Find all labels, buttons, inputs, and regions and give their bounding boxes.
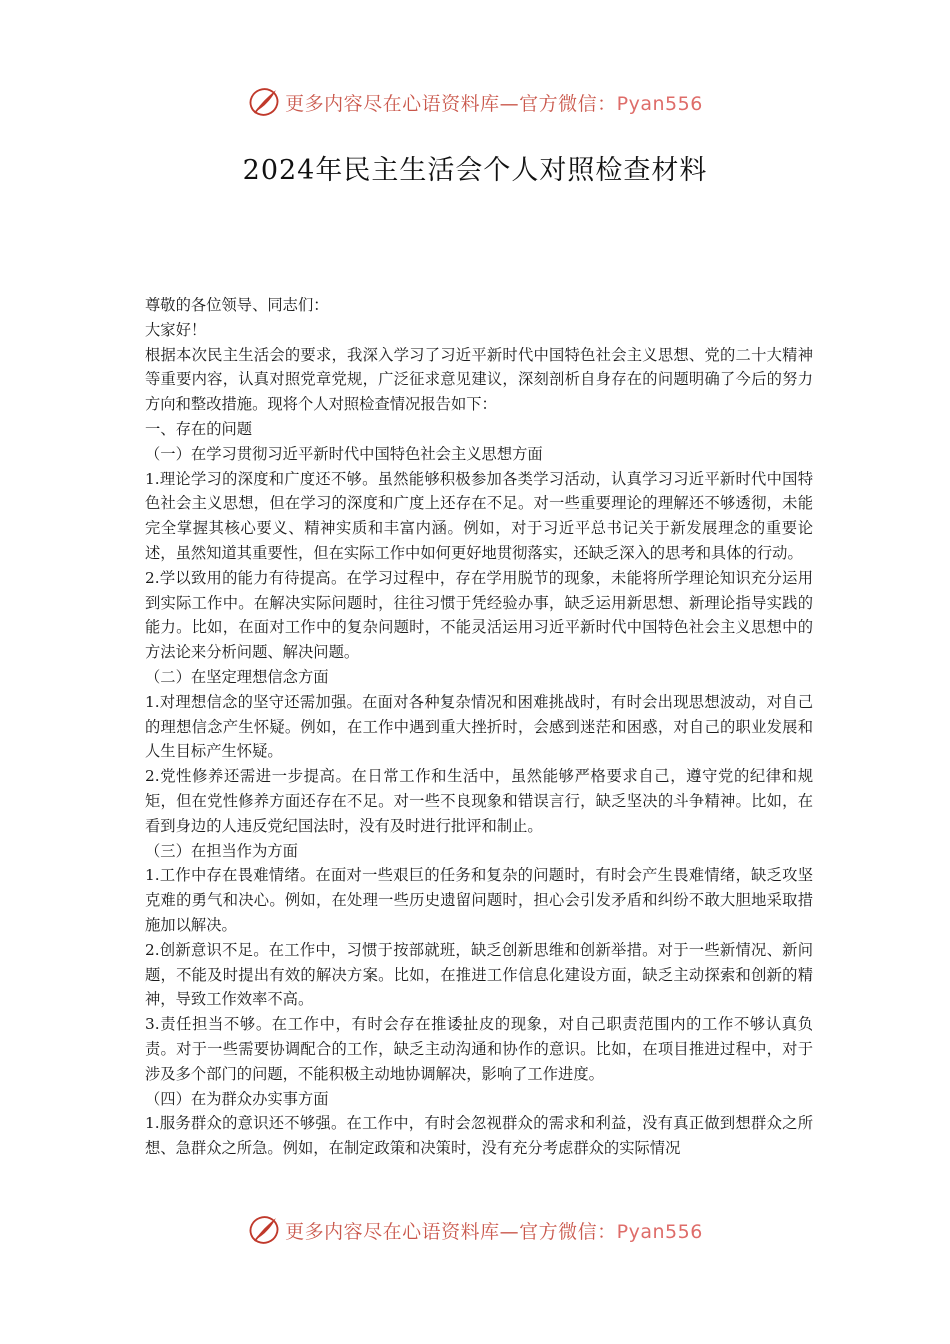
- subsection-heading: （三）在担当作为方面: [145, 841, 298, 860]
- subsection-heading: （二）在坚定理想信念方面: [145, 667, 329, 686]
- body-paragraph: 1.理论学习的深度和广度还不够。虽然能够积极参加各类学习活动，认真学习习近平新时代中国特色社会主义思想，但在学习的深度和广度上还存在不足。对一些重要理论的理解还不够透彻，未能完全掌握其核心要义、精神实质和丰富内涵。例如，对于习近平总书记关于新发展理念的重要论述，虽然知道其重要性，但在实际工作中如何更好地贯彻落实，还缺乏深入的思考和具体的行动。: [145, 469, 813, 562]
- body-paragraph: 2.学以致用的能力有待提高。在学习过程中，存在学用脱节的现象，未能将所学理论知识充分运用到实际工作中。在解决实际问题时，往往习惯于凭经验办事，缺乏运用新思想、新理论指导实践的能力。比如，在面对工作中的复杂问题时，不能灵活运用习近平新时代中国特色社会主义思想中的方法论来分析问题、解决问题。: [145, 568, 813, 662]
- subsection-heading: （四）在为群众办实事方面: [145, 1089, 329, 1108]
- quill-pen-icon: [247, 1213, 281, 1247]
- watermark-header: [0, 82, 950, 122]
- watermark-footer: [0, 1210, 950, 1250]
- body-paragraph: 1.对理想信念的坚守还需加强。在面对各种复杂情况和困难挑战时，有时会出现思想波动，对自己的理想信念产生怀疑。例如，在工作中遇到重大挫折时，会感到迷茫和困惑，对自己的职业发展和人生目标产生怀疑。: [145, 692, 813, 761]
- intro-paragraph: 根据本次民主生活会的要求，我深入学习了习近平新时代中国特色社会主义思想、党的二十大精神等重要内容，认真对照党章党规，广泛征求意见建议，深刻剖析自身存在的问题明确了今后的努力方向和整改措施。现将个人对照检查情况报告如下：: [145, 345, 813, 414]
- greeting: 大家好！: [145, 320, 207, 339]
- salutation: 尊敬的各位领导、同志们：: [145, 296, 329, 314]
- section-heading: 一、存在的问题: [145, 419, 253, 438]
- quill-pen-icon: [247, 85, 281, 119]
- body-paragraph: 3.责任担当不够。在工作中，有时会存在推诿扯皮的现象，对自己职责范围内的工作不够认真负责。对于一些需要协调配合的工作，缺乏主动沟通和协作的意识。比如，在项目推进过程中，对于涉及多个部门的问题，不能积极主动地协调解决，影响了工作进度。: [145, 1015, 813, 1083]
- body-paragraph: 2.党性修养还需进一步提高。在日常工作和生活中，虽然能够严格要求自己，遵守党的纪律和规矩，但在党性修养方面还存在不足。对一些不良现象和错误言行，缺乏坚决的斗争精神。比如，在看到身边的人违反党纪国法时，没有及时进行批评和制止。: [145, 767, 813, 835]
- watermark-text: 更多内容尽在心语资料库—官方微信：Pyan556: [285, 1220, 703, 1243]
- document-title: 2024年民主生活会个人对照检查材料: [242, 155, 708, 186]
- body-paragraph: 1.工作中存在畏难情绪。在面对一些艰巨的任务和复杂的问题时，有时会产生畏难情绪，缺乏攻坚克难的勇气和决心。例如，在处理一些历史遗留问题时，担心会引发矛盾和纠纷不敢大胆地采取措施加以解决。: [145, 866, 813, 934]
- document-body: [145, 293, 813, 1161]
- subsection-heading: （一）在学习贯彻习近平新时代中国特色社会主义思想方面: [145, 444, 543, 463]
- body-paragraph: 1.服务群众的意识还不够强。在工作中，有时会忽视群众的需求和利益，没有真正做到想群众之所想、急群众之所急。例如，在制定政策和决策时，没有充分考虑群众的实际情况: [145, 1114, 813, 1158]
- body-paragraph: 2.创新意识不足。在工作中，习惯于按部就班，缺乏创新思维和创新举措。对于一些新情况、新问题，不能及时提出有效的解决方案。比如，在推进工作信息化建设方面，缺乏主动探索和创新的精神，导致工作效率不高。: [145, 940, 813, 1009]
- watermark-text: 更多内容尽在心语资料库—官方微信：Pyan556: [285, 92, 703, 115]
